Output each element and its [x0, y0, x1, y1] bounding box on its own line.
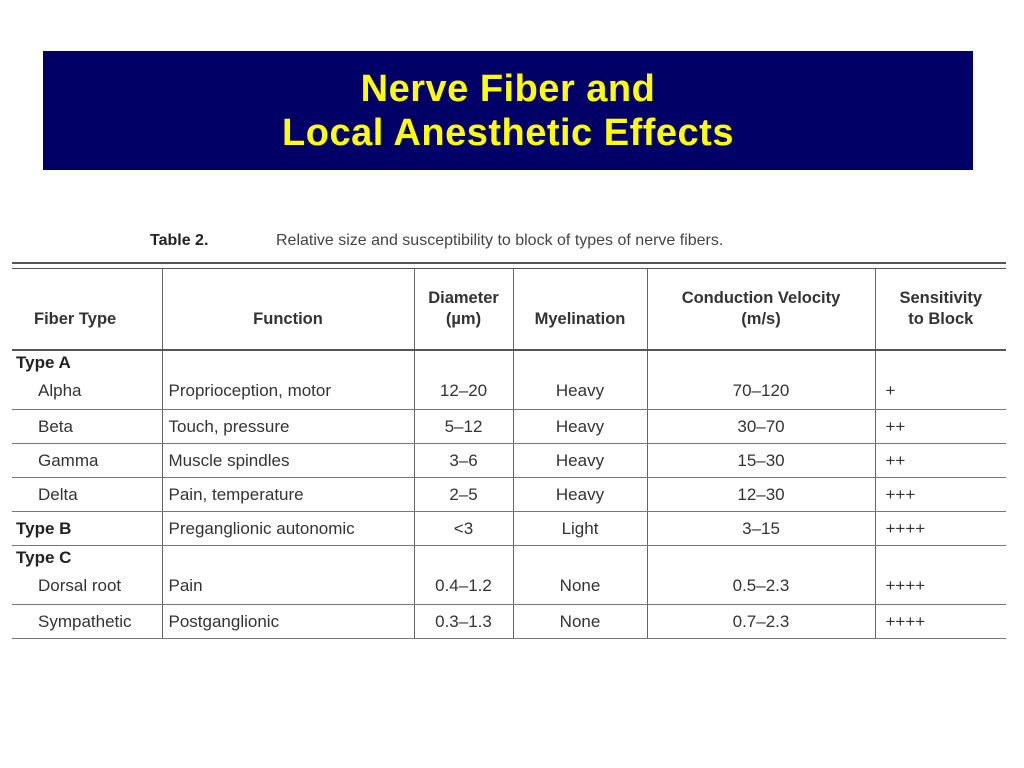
cell-fiber: Sympathetic: [12, 605, 162, 639]
cell-fiber: Delta: [12, 478, 162, 512]
table-caption: [150, 232, 724, 250]
header-diameter-line1: Diameter: [428, 289, 499, 307]
header-sensitivity: [875, 269, 1006, 350]
cell-fiber: Beta: [12, 410, 162, 444]
cell-sensitivity: ++: [875, 410, 1006, 444]
cell-fiber: Dorsal root: [12, 568, 162, 605]
cell-function: Preganglionic autonomic: [162, 512, 414, 546]
cell-diameter: 0.3–1.3: [414, 605, 513, 639]
cell-velocity: 12–30: [647, 478, 875, 512]
group-label-type-a: Type A: [12, 350, 162, 373]
nerve-fiber-table: [12, 269, 1006, 639]
cell-sensitivity: ++++: [875, 568, 1006, 605]
header-sensitivity-line1: Sensitivity: [899, 289, 983, 307]
cell-function: Touch, pressure: [162, 410, 414, 444]
cell-diameter: <3: [414, 512, 513, 546]
header-diameter-line2: (µm): [445, 310, 482, 328]
cell-myelination: Heavy: [513, 478, 647, 512]
nerve-fiber-table-wrap: [12, 262, 1006, 639]
cell-velocity: 3–15: [647, 512, 875, 546]
cell-myelination: None: [513, 605, 647, 639]
cell-sensitivity: ++: [875, 444, 1006, 478]
cell-fiber: Alpha: [12, 373, 162, 410]
cell-diameter: 2–5: [414, 478, 513, 512]
header-velocity-line2: (m/s): [741, 310, 781, 328]
cell-function: Muscle spindles: [162, 444, 414, 478]
header-myelination: Myelination: [513, 269, 647, 350]
title-line-1: Nerve Fiber and: [360, 67, 656, 110]
header-velocity-line1: Conduction Velocity: [681, 289, 841, 307]
cell-function: Pain, temperature: [162, 478, 414, 512]
table-row: [12, 568, 1006, 605]
cell-function: Postganglionic: [162, 605, 414, 639]
table-row: [12, 512, 1006, 546]
cell-function: Pain: [162, 568, 414, 605]
cell-sensitivity: +++: [875, 478, 1006, 512]
cell-sensitivity: +: [875, 373, 1006, 410]
caption-label: Table 2.: [150, 232, 209, 249]
table-row: [12, 410, 1006, 444]
cell-myelination: Light: [513, 512, 647, 546]
header-function: Function: [162, 269, 414, 350]
cell-diameter: 3–6: [414, 444, 513, 478]
cell-velocity: 30–70: [647, 410, 875, 444]
cell-sensitivity: ++++: [875, 512, 1006, 546]
table-row: [12, 478, 1006, 512]
group-row-type-c: [12, 546, 1006, 569]
cell-myelination: Heavy: [513, 410, 647, 444]
cell-myelination: Heavy: [513, 373, 647, 410]
cell-fiber: Type B: [12, 512, 162, 546]
group-label-type-c: Type C: [12, 546, 162, 569]
title-line-2: Local Anesthetic Effects: [282, 111, 734, 154]
title-banner: [43, 51, 973, 170]
cell-diameter: 0.4–1.2: [414, 568, 513, 605]
cell-diameter: 12–20: [414, 373, 513, 410]
table-row: [12, 373, 1006, 410]
group-row-type-a: [12, 350, 1006, 373]
cell-velocity: 15–30: [647, 444, 875, 478]
cell-function: Proprioception, motor: [162, 373, 414, 410]
table-row: [12, 444, 1006, 478]
cell-diameter: 5–12: [414, 410, 513, 444]
header-sensitivity-line2: to Block: [908, 310, 974, 328]
header-diameter: [414, 269, 513, 350]
cell-fiber: Gamma: [12, 444, 162, 478]
header-velocity: [647, 269, 875, 350]
cell-velocity: 0.5–2.3: [647, 568, 875, 605]
header-fiber-type: Fiber Type: [12, 269, 162, 350]
cell-sensitivity: ++++: [875, 605, 1006, 639]
table-row: [12, 605, 1006, 639]
cell-myelination: Heavy: [513, 444, 647, 478]
cell-velocity: 0.7–2.3: [647, 605, 875, 639]
cell-velocity: 70–120: [647, 373, 875, 410]
cell-myelination: None: [513, 568, 647, 605]
caption-text: Relative size and susceptibility to block of types of nerve fibers.: [276, 232, 724, 249]
table-header-row: [12, 269, 1006, 350]
